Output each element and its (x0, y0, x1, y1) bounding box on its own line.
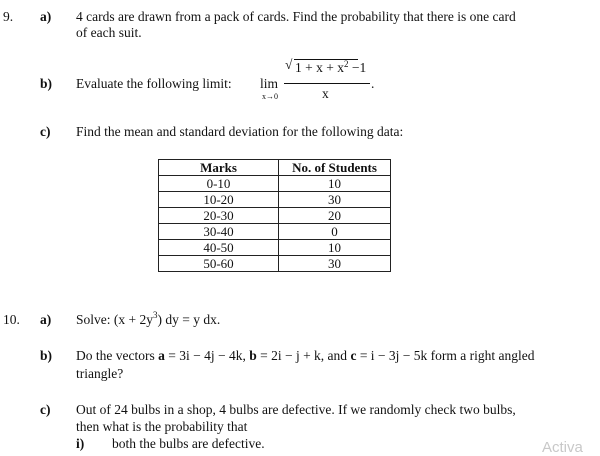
q9b-end: . (371, 76, 375, 91)
table-header-row (159, 160, 391, 176)
q10a-text: Solve: $(x + 2y^3)$ dy = y dx. (76, 310, 221, 327)
q10c-text-line2: then what is the probability that (76, 419, 248, 434)
table-cell-marks: 50-60 (159, 256, 279, 272)
fraction-numerator: $1 + x + x^2 -1$ (295, 59, 367, 75)
limit-subscript: x→0 (262, 92, 278, 101)
q9b-text: Evaluate the following limit: (76, 76, 232, 91)
fraction-bar (284, 83, 370, 84)
table-cell-students: 0 (279, 224, 391, 240)
table-cell-marks: 20-30 (159, 208, 279, 224)
q10c-text-line1: Out of 24 bulbs in a shop, 4 bulbs are defective. If we randomly check two bulbs, (76, 402, 516, 417)
table-row (159, 240, 391, 256)
q10b-text-line2: triangle? (76, 366, 124, 381)
part-label-9c: c) (40, 124, 51, 139)
sub-label-i: i) (76, 436, 85, 451)
table-header-marks: Marks (159, 160, 279, 176)
table-row (159, 208, 391, 224)
part-label-10b: b) (40, 348, 53, 363)
part-label-10a: a) (40, 312, 52, 327)
data-table (158, 159, 391, 272)
table-cell-marks: 30-40 (159, 224, 279, 240)
q10c-sub-text: both the bulbs are defective. (112, 436, 265, 451)
table-cell-students: 10 (279, 176, 391, 192)
q9a-text-line2: of each suit. (76, 25, 142, 40)
fraction-denominator: x (322, 86, 329, 101)
table-row (159, 176, 391, 192)
q9a-text-line1: 4 cards are drawn from a pack of cards. Find the probability that there is one card (76, 9, 516, 24)
table-cell-marks: 40-50 (159, 240, 279, 256)
table-cell-marks: 10-20 (159, 192, 279, 208)
question-number-10: 10. (3, 312, 20, 327)
table-row (159, 256, 391, 272)
table-header-students: No. of Students (279, 160, 391, 176)
q10b-text-line1: Do the vectors a = 3i − 4j − 4k, b = 2i − j + k, and c = i − 3j − 5k form a right angled (76, 348, 535, 363)
table-row (159, 224, 391, 240)
table-cell-students: 10 (279, 240, 391, 256)
part-label-9b: b) (40, 76, 53, 91)
table-cell-marks: 0-10 (159, 176, 279, 192)
table-row (159, 192, 391, 208)
part-label-9a: a) (40, 9, 52, 24)
part-label-10c: c) (40, 402, 51, 417)
watermark-text: Activa (542, 439, 583, 456)
limit-operator: lim (260, 76, 279, 91)
table-cell-students: 30 (279, 256, 391, 272)
table-cell-students: 20 (279, 208, 391, 224)
table-cell-students: 30 (279, 192, 391, 208)
sqrt-sign: √ (285, 57, 293, 72)
question-number-9: 9. (3, 9, 14, 24)
q9c-text: Find the mean and standard deviation for the following data: (76, 124, 404, 139)
